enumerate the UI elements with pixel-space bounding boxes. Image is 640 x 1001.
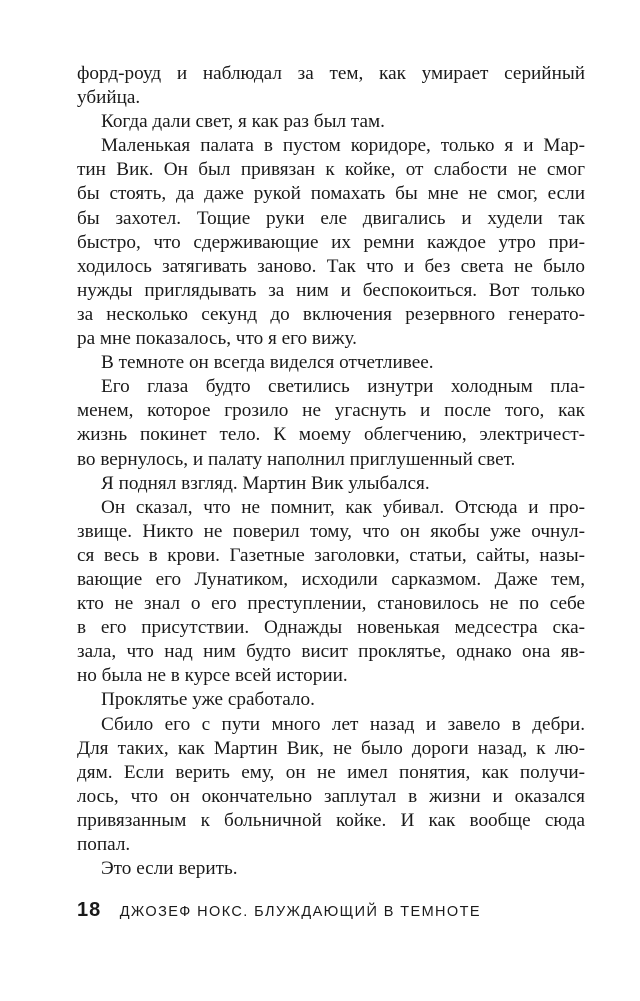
text-line: за несколько секунд до включения резервного генерато- [77,303,585,325]
text-line: звище. Никто не поверил тому, что он якобы уже очнул- [77,520,585,542]
text-line: жизнь покинет тело. К моему облегчению, электричест- [77,424,585,446]
text-line: Это если верить. [101,858,238,880]
text-line: убийца. [77,87,141,109]
text-line: ся весь в крови. Газетные заголовки, статьи, сайты, назы- [77,544,585,566]
text-line: бы захотел. Тощие руки еле двигались и худели так [77,207,585,229]
text-line: Я поднял взгляд. Мартин Вик улыбался. [101,472,430,494]
page-number: 18 [77,899,102,921]
text-line: нужды приглядывать за ним и беспокоиться. Вот только [77,279,585,301]
running-head: ДЖОЗЕФ НОКС. БЛУЖДАЮЩИЙ В ТЕМНОТЕ [119,904,481,920]
text-line: попал. [77,834,131,855]
text-line: быстро, что сдерживающие их ремни каждое утро при- [77,231,585,253]
text-line: Его глаза будто светились изнутри холодным пла- [101,376,585,398]
page-footer [77,899,597,922]
text-line: кто не знал о его преступлении, становилось не по себе [77,593,585,615]
text-line: в его присутствии. Однажды новенькая медсестра ска- [77,617,585,639]
text-line: дям. Если верить ему, он не имел понятия, как получи- [77,761,585,783]
text-line: зала, что над ним будто висит проклятье, однако она яв- [77,641,585,663]
text-line: вающие его Лунатиком, исходили сарказмом. Даже тем, [77,568,585,590]
text-line: Для таких, как Мартин Вик, не было дороги назад, к лю- [77,737,585,759]
text-line: лось, что он окончательно заплутал в жизни и оказался [77,785,585,807]
book-page-body [77,62,585,881]
text-line: бы стоять, да даже рукой помахать бы мне не смог, если [77,183,585,205]
text-line: форд-роуд и наблюдал за тем, как умирает серийный [77,63,585,84]
text-line: менем, которое грозило не угаснуть и после того, как [77,400,585,422]
text-line: тин Вик. Он был привязан к койке, от слабости не смог [77,159,585,181]
text-line: во вернулось, и палату наполнил приглушенный свет. [77,448,516,470]
text-line: привязанным к больничной койке. И как вообще сюда [77,809,585,831]
text-line: ходилось затягивать заново. Так что и без света не было [77,255,585,277]
text-line: Сбило его с пути много лет назад и завело в дебри. [101,713,585,735]
text-line: ра мне показалось, что я его вижу. [77,328,357,350]
text-line: Маленькая палата в пустом коридоре, только я и Мар- [101,135,585,157]
text-line: Когда дали свет, я как раз был там. [101,111,385,133]
text-line: В темноте он всегда виделся отчетливее. [101,352,434,374]
text-line: Он сказал, что не помнит, как убивал. Отсюда и про- [101,496,585,518]
text-line: но была не в курсе всей истории. [77,665,348,687]
text-line: Проклятье уже сработало. [101,689,315,711]
